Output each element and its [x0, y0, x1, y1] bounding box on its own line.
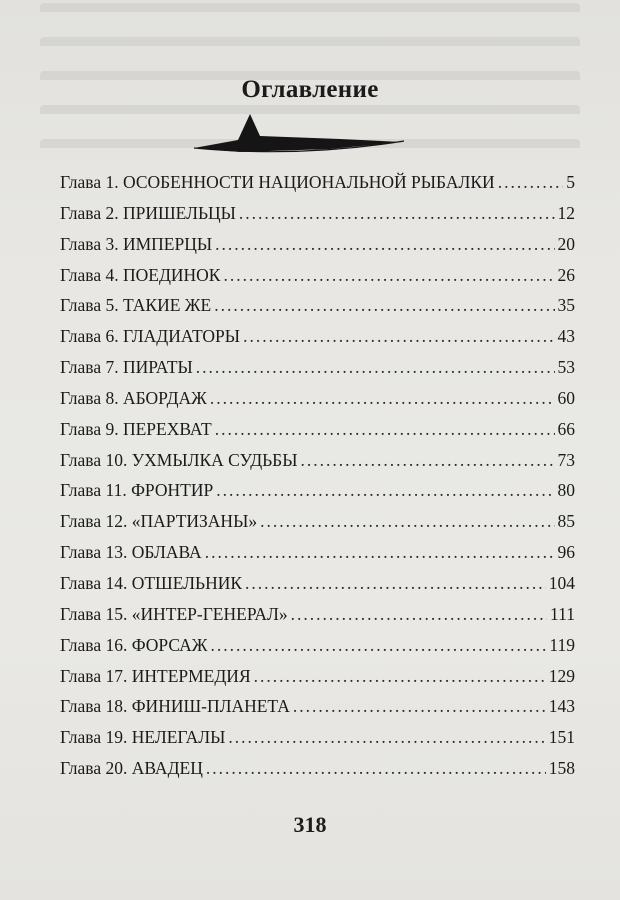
chapter-title: Глава 9. ПЕРЕХВАТ [60, 418, 212, 439]
toc-entry [60, 172, 575, 203]
chapter-title: Глава 13. ОБЛАВА [60, 542, 202, 563]
chapter-title: Глава 3. ИМПЕРЦЫ [60, 233, 213, 254]
dot-leader [216, 480, 554, 501]
chapter-title: Глава 6. ГЛАДИАТОРЫ [60, 326, 241, 347]
toc-entry [60, 666, 575, 697]
chapter-title: Глава 10. УХМЫЛКА СУДЬБЫ [60, 449, 298, 470]
toc-entry [60, 542, 575, 573]
dot-leader [260, 511, 554, 532]
chapter-title: Глава 17. ИНТЕРМЕДИЯ [60, 665, 251, 686]
chapter-title: Глава 7. ПИРАТЫ [60, 357, 193, 378]
chapter-page-number: 53 [557, 357, 575, 378]
chapter-title: Глава 20. АВАДЕЦ [60, 758, 203, 779]
toc-entry [60, 419, 575, 450]
chapter-page-number: 129 [548, 665, 575, 686]
dot-leader [196, 357, 555, 378]
toc-entry [60, 326, 575, 357]
dot-leader [228, 727, 545, 748]
chapter-title: Глава 8. АБОРДАЖ [60, 387, 207, 408]
dot-leader [205, 542, 555, 563]
toc-entry [60, 265, 575, 296]
chapter-page-number: 85 [557, 511, 575, 532]
dot-leader [210, 388, 555, 409]
toc-entry [60, 388, 575, 419]
chapter-page-number: 12 [557, 202, 575, 223]
toc-entry [60, 450, 575, 481]
chapter-page-number: 96 [557, 542, 575, 563]
table-of-contents [60, 172, 575, 789]
toc-entry [60, 234, 575, 265]
chapter-page-number: 119 [549, 634, 575, 655]
dot-leader [301, 450, 555, 471]
chapter-page-number: 26 [557, 264, 575, 285]
dot-leader [206, 758, 546, 779]
chapter-page-number: 43 [557, 326, 575, 347]
chapter-page-number: 73 [557, 449, 575, 470]
chapter-page-number: 66 [557, 418, 575, 439]
chapter-title: Глава 14. ОТШЕЛЬНИК [60, 572, 243, 593]
dot-leader [254, 666, 546, 687]
dot-leader [239, 203, 555, 224]
toc-entry [60, 295, 575, 326]
toc-entry [60, 727, 575, 758]
chapter-page-number: 35 [557, 295, 575, 316]
chapter-page-number: 151 [548, 727, 575, 748]
chapter-title: Глава 19. НЕЛЕГАЛЫ [60, 727, 226, 748]
chapter-page-number: 104 [548, 572, 575, 593]
dot-leader [245, 573, 546, 594]
dot-leader [215, 419, 555, 440]
chapter-title: Глава 15. «ИНТЕР-ГЕНЕРАЛ» [60, 603, 288, 624]
chapter-page-number: 143 [548, 696, 575, 717]
chapter-page-number: 80 [557, 480, 575, 501]
chapter-page-number: 111 [550, 603, 575, 624]
toc-entry [60, 696, 575, 727]
toc-entry [60, 511, 575, 542]
dot-leader [210, 635, 546, 656]
chapter-title: Глава 16. ФОРСАЖ [60, 634, 208, 655]
dot-leader [215, 234, 554, 255]
toc-entry [60, 203, 575, 234]
dot-leader [223, 265, 554, 286]
toc-entry [60, 573, 575, 604]
toc-entry [60, 604, 575, 635]
chapter-page-number: 20 [557, 233, 575, 254]
dot-leader [214, 295, 554, 316]
toc-entry [60, 758, 575, 789]
chapter-title: Глава 4. ПОЕДИНОК [60, 264, 221, 285]
page-number: 318 [293, 812, 327, 837]
toc-entry [60, 357, 575, 388]
toc-entry [60, 635, 575, 666]
chapter-title: Глава 12. «ПАРТИЗАНЫ» [60, 511, 258, 532]
dot-leader [498, 172, 564, 193]
chapter-title: Глава 2. ПРИШЕЛЬЦЫ [60, 202, 236, 223]
chapter-page-number: 158 [548, 758, 575, 779]
chapter-page-number: 5 [566, 172, 575, 192]
chapter-title: Глава 5. ТАКИЕ ЖЕ [60, 295, 212, 316]
dot-leader [291, 604, 547, 625]
chapter-title: Глава 1. ОСОБЕННОСТИ НАЦИОНАЛЬНОЙ РЫБАЛКИ [60, 172, 495, 192]
dot-leader [293, 696, 546, 717]
chapter-title: Глава 11. ФРОНТИР [60, 480, 214, 501]
swoosh-ornament-icon [190, 112, 410, 156]
toc-entry [60, 480, 575, 511]
page-title: Оглавление [241, 76, 379, 103]
chapter-title: Глава 18. ФИНИШ-ПЛАНЕТА [60, 696, 290, 717]
chapter-page-number: 60 [557, 387, 575, 408]
dot-leader [243, 326, 554, 347]
